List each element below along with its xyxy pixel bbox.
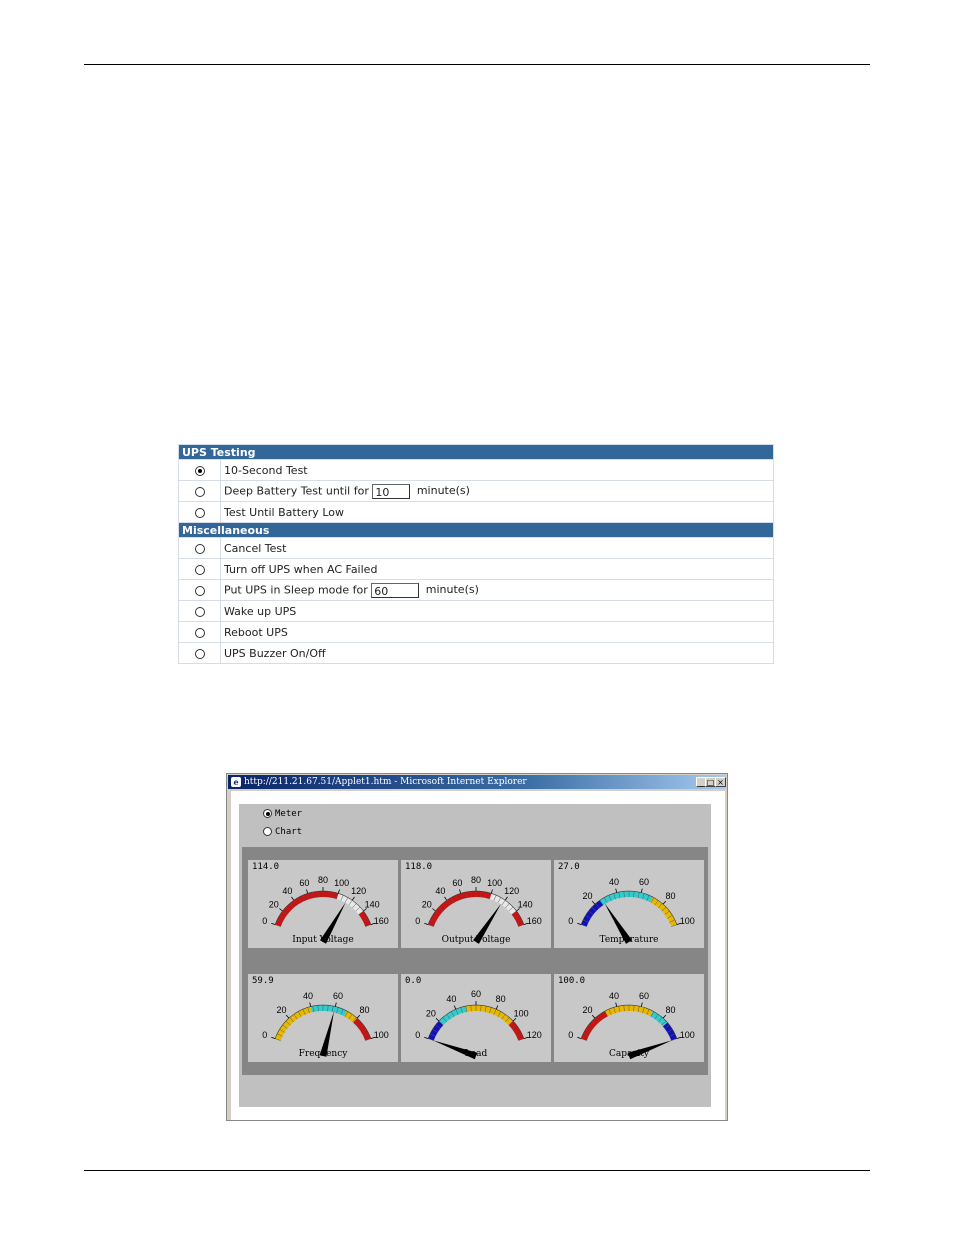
gauge-tick-label: 20 bbox=[582, 1004, 593, 1015]
gauge-tick-label: 60 bbox=[452, 877, 463, 888]
gauge-major-tick bbox=[641, 889, 642, 893]
gauge-tick-label: 60 bbox=[470, 989, 482, 999]
chart-label: Chart bbox=[275, 827, 303, 837]
gauge-major-tick bbox=[496, 1006, 498, 1010]
gauge-input-voltage bbox=[248, 860, 398, 948]
temperature-label: Temperature bbox=[599, 935, 659, 945]
gauge-area bbox=[242, 847, 708, 1075]
gauge-major-tick bbox=[663, 901, 666, 904]
gauge-capacity bbox=[554, 974, 704, 1062]
gauge-tick-label: 80 bbox=[359, 1004, 370, 1015]
miscellaneous-header: Miscellaneous bbox=[179, 523, 774, 538]
gauge-major-tick bbox=[424, 1037, 428, 1038]
gauge-band bbox=[514, 913, 521, 926]
sleep-minutes-input[interactable]: 60 bbox=[371, 583, 419, 598]
output-voltage-label: Output Voltage bbox=[441, 935, 511, 945]
table-row bbox=[179, 580, 774, 601]
output-voltage-value: 118.0 bbox=[405, 862, 433, 872]
maximize-button[interactable]: □ bbox=[706, 778, 715, 787]
gauge-tick-label: 20 bbox=[268, 899, 279, 910]
bottom-rule bbox=[84, 1170, 870, 1171]
deep-battery-minutes-suffix: minute(s) bbox=[416, 484, 470, 497]
turn-off-ups-label: Turn off UPS when AC Failed bbox=[221, 559, 774, 580]
gauge-tick-label: 0 bbox=[415, 915, 421, 926]
gauge-tick-label: 20 bbox=[425, 1008, 436, 1019]
gauge-band bbox=[311, 1008, 345, 1014]
test-until-battery-low-label: Test Until Battery Low bbox=[221, 502, 774, 523]
frequency-label: Frequency bbox=[298, 1049, 348, 1059]
gauge-tick-label: 40 bbox=[435, 886, 446, 897]
frequency-value: 59.9 bbox=[252, 976, 274, 986]
ten-second-test-label: 10-Second Test bbox=[221, 460, 774, 481]
cancel-test-radio[interactable] bbox=[195, 544, 205, 554]
gauge-major-tick bbox=[271, 923, 275, 924]
gauge-major-tick bbox=[335, 1003, 336, 1007]
meter-label: Meter bbox=[275, 809, 303, 819]
minimize-button[interactable]: _ bbox=[696, 777, 707, 787]
ie-icon: e bbox=[231, 777, 241, 787]
capacity-value: 100.0 bbox=[558, 976, 586, 986]
close-button[interactable]: × bbox=[715, 777, 726, 787]
meter-option[interactable] bbox=[263, 809, 302, 819]
gauge-major-tick bbox=[577, 923, 581, 924]
gauge-tick-label: 20 bbox=[421, 899, 432, 910]
gauge-major-tick bbox=[357, 1015, 360, 1018]
gauge-tick-label: 140 bbox=[364, 899, 380, 910]
gauge-major-tick bbox=[505, 897, 507, 900]
table-row bbox=[179, 538, 774, 559]
gauge-tick-label: 160 bbox=[526, 915, 542, 926]
gauge-major-tick bbox=[491, 890, 492, 894]
gauge-tick-label: 80 bbox=[470, 875, 482, 885]
gauge-tick-label: 0 bbox=[262, 915, 268, 926]
gauge-major-tick bbox=[432, 909, 435, 912]
gauge-tick-label: 40 bbox=[608, 990, 620, 1001]
gauge-major-tick bbox=[286, 1015, 289, 1018]
turn-off-ups-radio[interactable] bbox=[195, 565, 205, 575]
ups-monitor-applet bbox=[239, 804, 711, 1107]
gauge-tick-label: 120 bbox=[526, 1029, 542, 1040]
table-row bbox=[179, 460, 774, 481]
temperature-value: 27.0 bbox=[558, 862, 580, 872]
ten-second-test-radio[interactable] bbox=[195, 466, 205, 476]
table-row bbox=[179, 643, 774, 664]
gauge-major-tick bbox=[292, 897, 294, 900]
gauge-tick-label: 120 bbox=[351, 886, 367, 897]
gauge-tick-label: 160 bbox=[373, 915, 389, 926]
gauge-major-tick bbox=[592, 901, 595, 904]
gauge-tick-label: 0 bbox=[415, 1029, 421, 1040]
load-label: Load bbox=[464, 1049, 488, 1059]
table-row bbox=[179, 601, 774, 622]
gauge-tick-label: 100 bbox=[513, 1008, 529, 1019]
gauge-band bbox=[652, 1014, 666, 1025]
gauge-tick-label: 60 bbox=[638, 990, 650, 1001]
gauge-major-tick bbox=[641, 1003, 642, 1007]
reboot-ups-label: Reboot UPS bbox=[221, 622, 774, 643]
cancel-test-label: Cancel Test bbox=[221, 538, 774, 559]
gauge-major-tick bbox=[279, 909, 282, 912]
gauge-tick-label: 0 bbox=[568, 1029, 574, 1040]
gauge-major-tick bbox=[445, 897, 447, 900]
gauge-tick-label: 80 bbox=[495, 994, 506, 1005]
gauge-major-tick bbox=[310, 1003, 311, 1007]
gauge-tick-label: 100 bbox=[334, 877, 350, 888]
browser-title: http://211.21.67.51/Applet1.htm - Microsoft Internet Explorer bbox=[244, 777, 527, 787]
capacity-label: Capacity bbox=[609, 1049, 649, 1059]
gauge-tick-label: 120 bbox=[504, 886, 520, 897]
gauge-output-voltage bbox=[401, 860, 551, 948]
gauge-major-tick bbox=[454, 1006, 456, 1010]
meter-radio[interactable] bbox=[263, 809, 272, 818]
deep-battery-minutes-input[interactable]: 10 bbox=[372, 484, 410, 499]
test-until-battery-low-radio[interactable] bbox=[195, 508, 205, 518]
chart-option[interactable] bbox=[263, 827, 302, 837]
gauge-major-tick bbox=[592, 1015, 595, 1018]
wake-up-ups-label: Wake up UPS bbox=[221, 601, 774, 622]
table-row bbox=[179, 481, 774, 502]
browser-title-bar[interactable] bbox=[228, 775, 726, 789]
gauge-tick-label: 80 bbox=[317, 875, 329, 885]
gauge-load bbox=[401, 974, 551, 1062]
ups-testing-header: UPS Testing bbox=[179, 445, 774, 460]
browser-content bbox=[231, 791, 725, 1120]
input-voltage-value: 114.0 bbox=[252, 862, 280, 872]
gauge-tick-label: 0 bbox=[262, 1029, 268, 1040]
gauge-tick-label: 80 bbox=[665, 890, 676, 901]
gauge-major-tick bbox=[307, 890, 308, 894]
deep-battery-test-label: Deep Battery Test until for bbox=[224, 484, 369, 497]
gauge-major-tick bbox=[577, 1037, 581, 1038]
gauge-tick-label: 20 bbox=[582, 890, 593, 901]
gauge-band bbox=[355, 1020, 368, 1039]
wake-up-ups-radio[interactable] bbox=[195, 607, 205, 617]
gauge-tick-label: 40 bbox=[446, 994, 457, 1005]
table-row bbox=[179, 502, 774, 523]
buzzer-radio[interactable] bbox=[195, 649, 205, 659]
gauge-tick-label: 100 bbox=[679, 915, 695, 926]
gauge-major-tick bbox=[616, 1003, 617, 1007]
sleep-mode-label: Put UPS in Sleep mode for bbox=[224, 583, 368, 596]
gauge-major-tick bbox=[436, 1018, 439, 1021]
gauge-frequency bbox=[248, 974, 398, 1062]
gauge-major-tick bbox=[352, 897, 354, 900]
reboot-ups-radio[interactable] bbox=[195, 628, 205, 638]
gauge-band bbox=[665, 1025, 674, 1040]
gauge-band bbox=[278, 894, 338, 926]
browser-window bbox=[226, 773, 728, 1121]
gauge-major-tick bbox=[663, 1015, 666, 1018]
gauge-tick-label: 60 bbox=[332, 990, 344, 1001]
gauge-major-tick bbox=[424, 923, 428, 924]
table-row bbox=[179, 559, 774, 580]
gauge-band bbox=[431, 894, 491, 926]
load-value: 0.0 bbox=[405, 976, 422, 986]
ups-control-panel bbox=[178, 444, 774, 664]
gauge-tick-label: 60 bbox=[299, 877, 310, 888]
gauge-tick-label: 100 bbox=[679, 1029, 695, 1040]
input-voltage-label: Input Voltage bbox=[292, 935, 354, 945]
chart-radio[interactable] bbox=[263, 827, 272, 836]
gauge-major-tick bbox=[271, 1037, 275, 1038]
gauge-band bbox=[361, 913, 368, 926]
sleep-mode-radio[interactable] bbox=[195, 586, 205, 596]
sleep-minutes-suffix: minute(s) bbox=[425, 583, 479, 596]
buzzer-label: UPS Buzzer On/Off bbox=[221, 643, 774, 664]
gauge-tick-label: 100 bbox=[373, 1029, 389, 1040]
gauge-tick-label: 140 bbox=[517, 899, 533, 910]
gauge-major-tick bbox=[338, 890, 339, 894]
gauge-major-tick bbox=[616, 889, 617, 893]
gauge-tick-label: 80 bbox=[665, 1004, 676, 1015]
deep-battery-test-radio[interactable] bbox=[195, 487, 205, 497]
gauge-tick-label: 20 bbox=[276, 1004, 287, 1015]
gauge-tick-label: 100 bbox=[487, 877, 503, 888]
top-rule bbox=[84, 64, 870, 65]
table-row bbox=[179, 622, 774, 643]
gauge-tick-label: 40 bbox=[282, 886, 293, 897]
gauge-tick-label: 60 bbox=[638, 876, 650, 887]
gauge-tick-label: 40 bbox=[302, 990, 314, 1001]
gauge-major-tick bbox=[460, 890, 461, 894]
gauge-tick-label: 0 bbox=[568, 915, 574, 926]
gauge-major-tick bbox=[513, 1018, 516, 1021]
gauge-temperature bbox=[554, 860, 704, 948]
gauge-tick-label: 40 bbox=[608, 876, 620, 887]
